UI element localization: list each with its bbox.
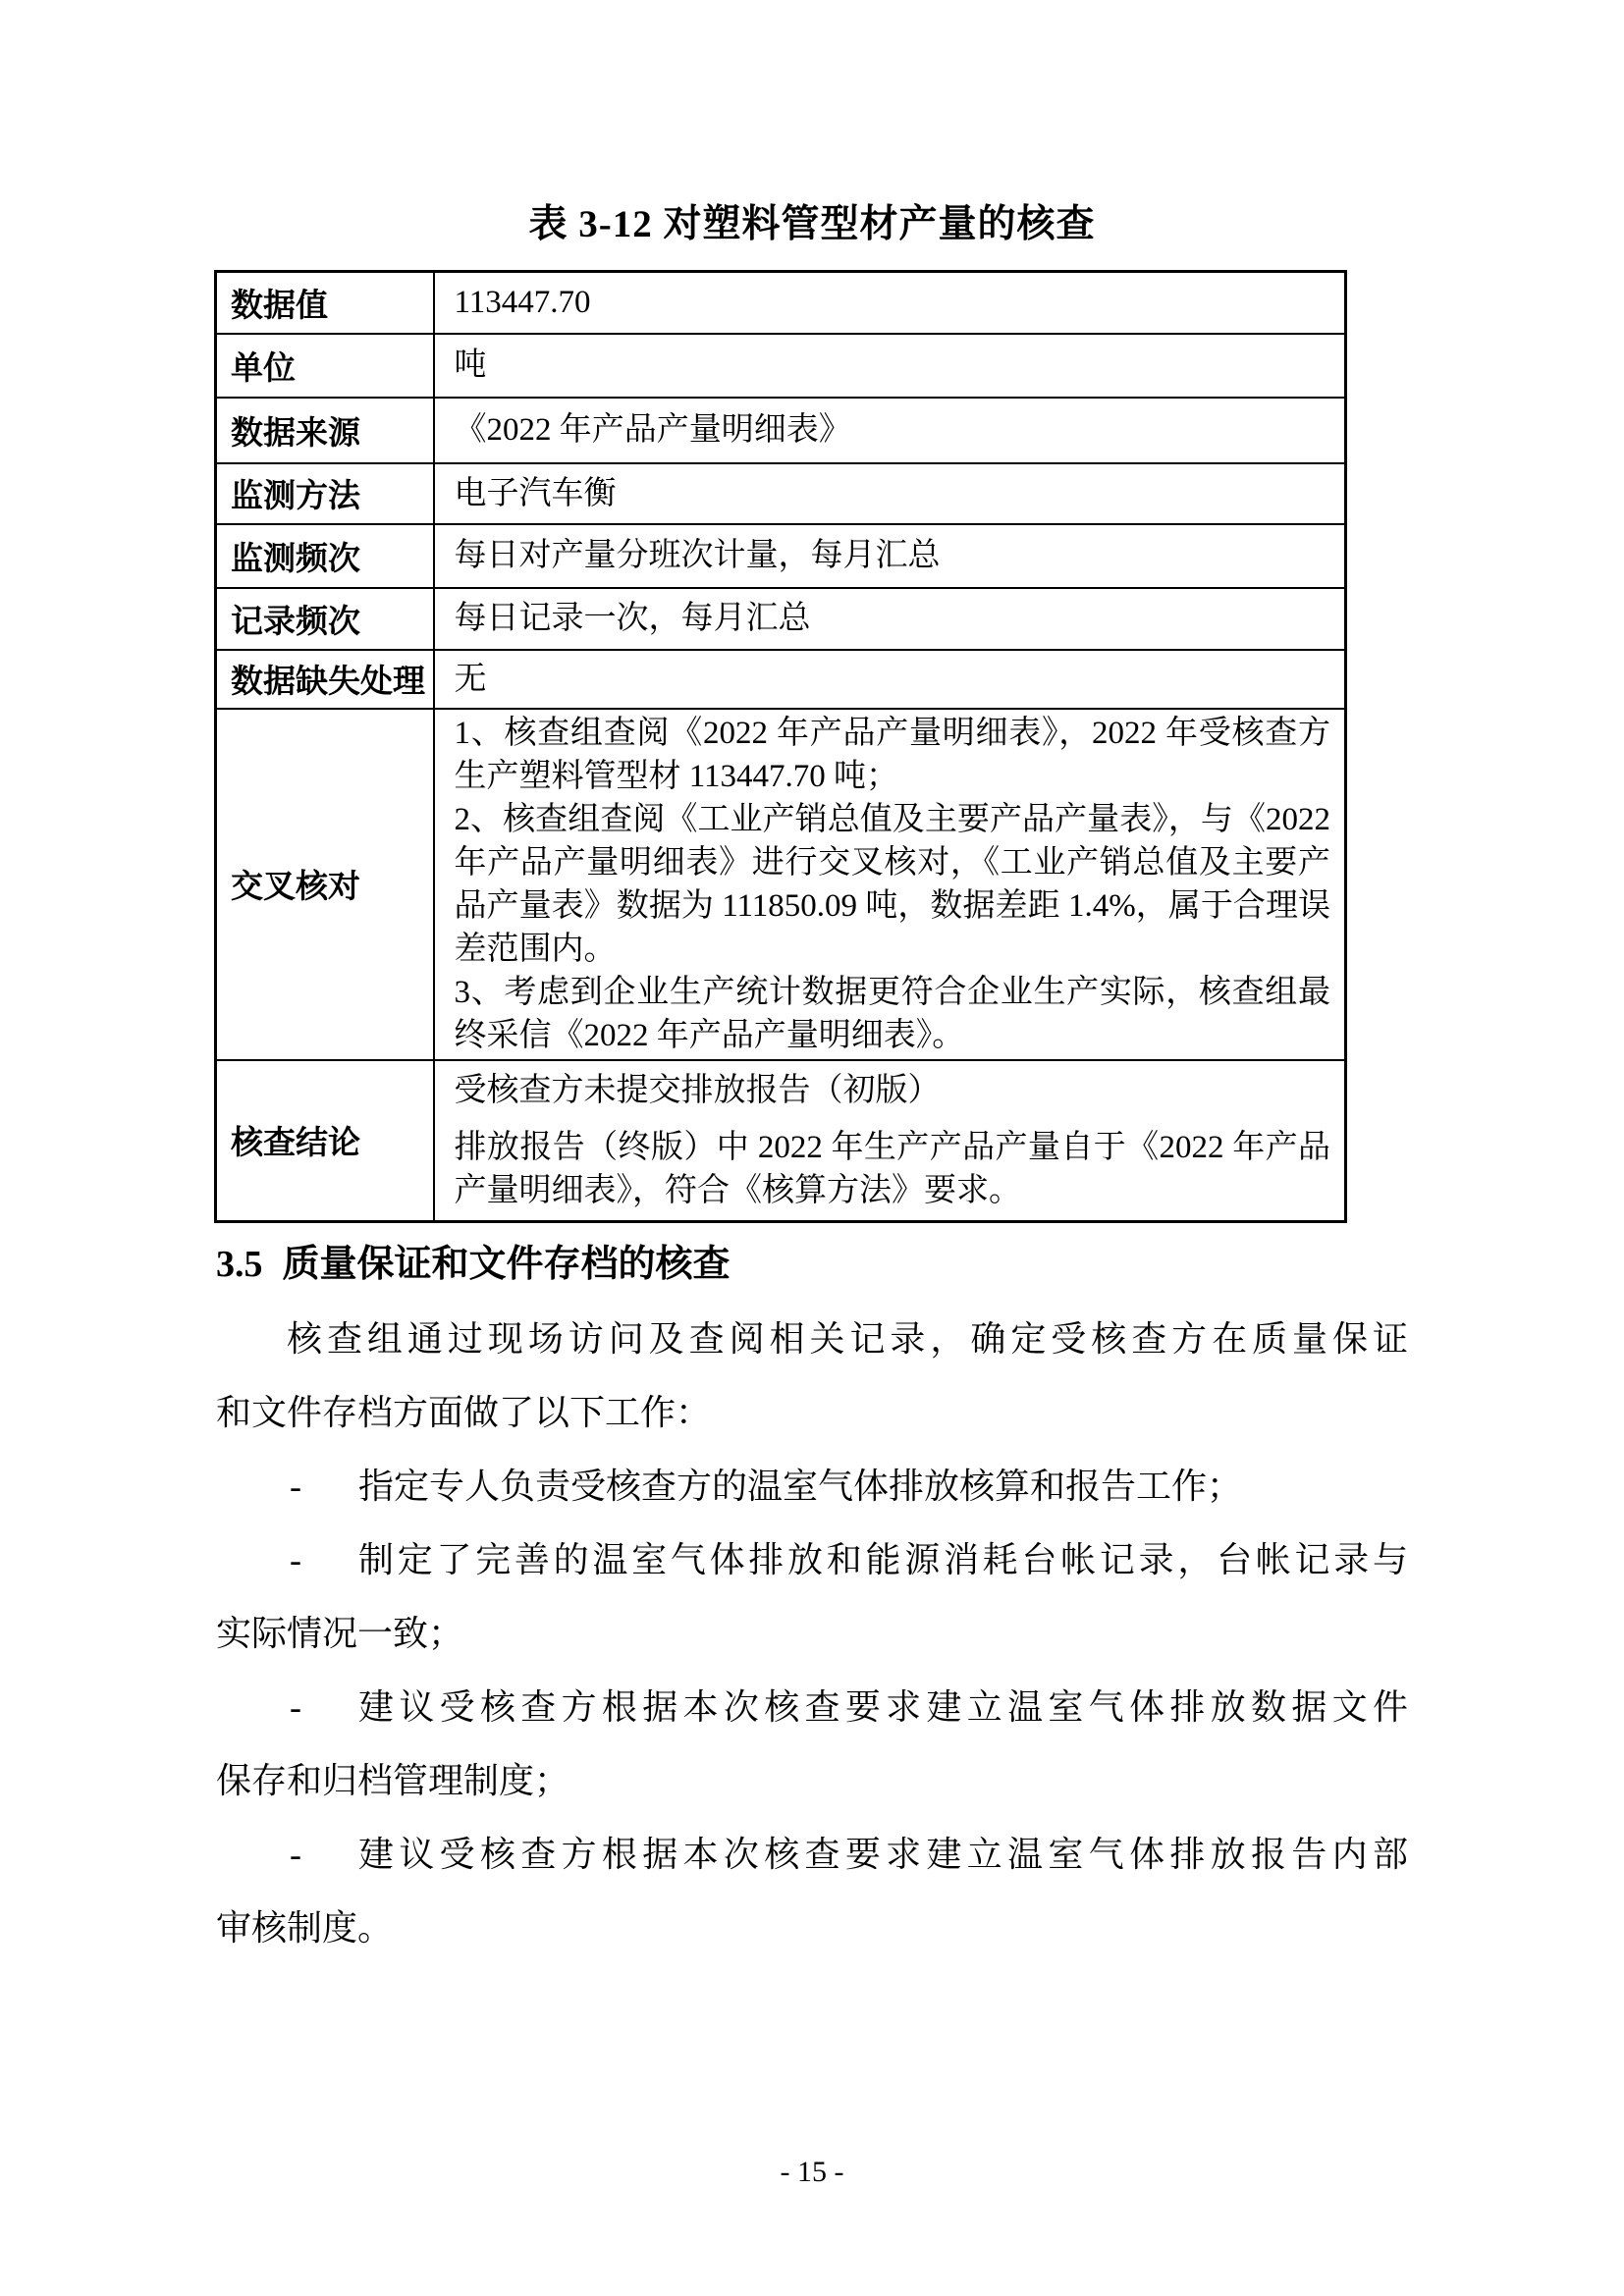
bullet-item [216, 1523, 1408, 1597]
bullet-line: 制定了完善的温室气体排放和能源消耗台帐记录，台帐记录与 [358, 1540, 1408, 1579]
intro-line: 核查组通过现场访问及查阅相关记录，确定受核查方在质量保证 [287, 1319, 1408, 1359]
section-body [216, 1303, 1408, 1965]
table-row-monitor-method [216, 463, 1346, 524]
bullet-dash: - [290, 1467, 301, 1506]
row-label: 交叉核对 [216, 709, 434, 1060]
bullet-dash: - [290, 1687, 301, 1727]
intro-line: 和文件存档方面做了以下工作： [216, 1393, 712, 1432]
section-heading [216, 1233, 731, 1287]
section-title: 质量保证和文件存档的核查 [282, 1244, 731, 1285]
bullet-item [216, 1671, 1408, 1744]
bullet-line: 指定专人负责受核查方的温室气体排放核算和报告工作； [358, 1467, 1243, 1506]
table-row-monitor-frequency [216, 524, 1346, 588]
bullet-line: 建议受核查方根据本次核查要求建立温室气体排放数据文件 [358, 1687, 1408, 1727]
section-number: 3.5 [216, 1244, 263, 1285]
row-label: 数据缺失处理 [216, 650, 434, 709]
cross-check-item: 3、考虑到企业生产统计数据更符合企业生产实际，核查组最终采信《2022 年产品产量明细表》。 [454, 974, 1330, 1053]
bullet-continuation-line: 保存和归档管理制度； [216, 1761, 570, 1800]
row-value [434, 1060, 1346, 1222]
bullet-dash: - [290, 1835, 301, 1874]
table-row-data-source [216, 398, 1346, 463]
table-title: 表 3-12 对塑料管型材产量的核查 [528, 203, 1096, 245]
page-number: - 15 - [780, 2156, 844, 2188]
conclusion-paragraph: 排放报告（终版）中 2022 年生产产品产量自于《2022 年产品产量明细表》，符合《核算方法》要求。 [454, 1129, 1330, 1208]
conclusion-paragraph: 受核查方未提交排放报告（初版） [454, 1072, 941, 1108]
row-label: 数据值 [216, 272, 434, 334]
bullet-line: 建议受核查方根据本次核查要求建立温室气体排放报告内部 [358, 1835, 1408, 1874]
row-value: 《2022 年产品产量明细表》 [434, 398, 1346, 463]
table-row-data-value [216, 272, 1346, 334]
row-value: 每日对产量分班次计量，每月汇总 [434, 524, 1346, 588]
table-row-unit [216, 334, 1346, 398]
row-value: 吨 [434, 334, 1346, 398]
bullet-item [216, 1450, 1408, 1523]
cross-check-item: 2、核查组查阅《工业产销总值及主要产品产量表》，与《2022 年产品产量明细表》进行交叉核对，《工业产销总值及主要产品产量表》数据为 111850.09 吨，数据差距 1.4%，属于合理误差范围内。 [454, 801, 1330, 967]
row-value: 电子汽车衡 [434, 463, 1346, 524]
bullet-continuation-line: 实际情况一致； [216, 1614, 464, 1653]
row-label: 记录频次 [216, 588, 434, 650]
bullet-continuation-line: 审核制度。 [216, 1908, 394, 1948]
table-row-record-frequency [216, 588, 1346, 650]
row-value: 无 [434, 650, 1346, 709]
row-label: 核查结论 [216, 1060, 434, 1222]
table-row-missing-data [216, 650, 1346, 709]
row-value: 113447.70 [434, 272, 1346, 334]
row-value [434, 709, 1346, 1060]
row-label: 单位 [216, 334, 434, 398]
bullet-item [216, 1818, 1408, 1892]
row-value: 每日记录一次，每月汇总 [434, 588, 1346, 650]
bullet-dash: - [290, 1540, 301, 1579]
verification-table [214, 270, 1347, 1223]
row-label: 数据来源 [216, 398, 434, 463]
table-row-conclusion [216, 1060, 1346, 1222]
row-label: 监测方法 [216, 463, 434, 524]
cross-check-item: 1、核查组查阅《2022 年产品产量明细表》，2022 年受核查方生产塑料管型材 113447.70 吨； [454, 715, 1330, 794]
table-row-cross-check [216, 709, 1346, 1060]
row-label: 监测频次 [216, 524, 434, 588]
